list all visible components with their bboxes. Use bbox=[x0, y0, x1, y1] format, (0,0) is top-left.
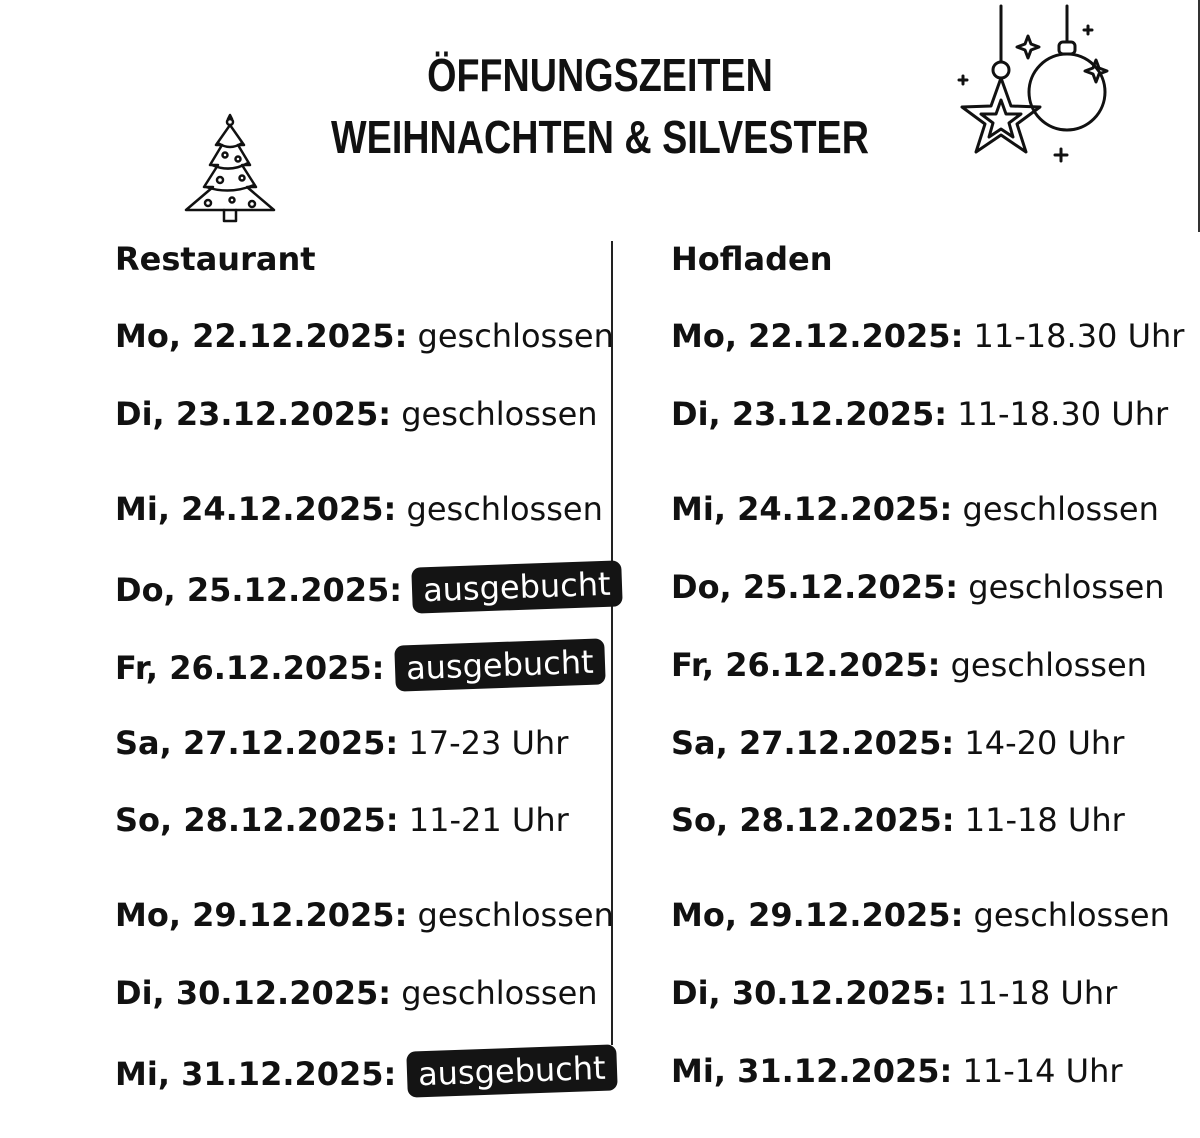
date-label: Do, 25.12.2025: bbox=[115, 571, 403, 609]
date-label: Do, 25.12.2025: bbox=[671, 568, 959, 606]
hofladen-row bbox=[671, 800, 1125, 840]
hours-value: 14-20 Uhr bbox=[964, 724, 1125, 762]
hours-value: geschlossen bbox=[417, 317, 614, 355]
date-label: Mo, 22.12.2025: bbox=[671, 317, 964, 355]
hours-value: 17-23 Uhr bbox=[408, 724, 569, 762]
date-label: Di, 23.12.2025: bbox=[671, 395, 948, 433]
hofladen-row bbox=[671, 645, 1147, 685]
page-title-line1: ÖFFNUNGSZEITEN bbox=[427, 49, 773, 101]
hofladen-row bbox=[671, 973, 1117, 1013]
restaurant-row bbox=[115, 564, 622, 613]
date-label: Sa, 27.12.2025: bbox=[671, 724, 955, 762]
ornaments-icon bbox=[948, 4, 1118, 174]
hours-value: 11-21 Uhr bbox=[408, 801, 569, 839]
date-label: Di, 30.12.2025: bbox=[115, 974, 392, 1012]
hours-value: 11-18.30 Uhr bbox=[957, 395, 1169, 433]
hours-value: geschlossen bbox=[401, 395, 598, 433]
date-label: Mi, 31.12.2025: bbox=[115, 1055, 397, 1093]
date-label: Mo, 22.12.2025: bbox=[115, 317, 408, 355]
hofladen-row bbox=[671, 895, 1170, 935]
date-label: So, 28.12.2025: bbox=[671, 801, 955, 839]
date-label: Di, 30.12.2025: bbox=[671, 974, 948, 1012]
restaurant-row bbox=[115, 1048, 616, 1097]
hours-value: 11-18 Uhr bbox=[964, 801, 1125, 839]
restaurant-heading: Restaurant bbox=[115, 240, 316, 278]
hours-value: 11-14 Uhr bbox=[962, 1052, 1123, 1090]
hours-value: geschlossen bbox=[406, 490, 603, 528]
restaurant-row bbox=[115, 895, 614, 935]
hofladen-row bbox=[671, 1051, 1123, 1091]
booked-badge: ausgebucht bbox=[394, 638, 605, 691]
hours-value: geschlossen bbox=[950, 646, 1147, 684]
hofladen-row bbox=[671, 316, 1184, 356]
date-label: Sa, 27.12.2025: bbox=[115, 724, 399, 762]
date-label: Fr, 26.12.2025: bbox=[671, 646, 941, 684]
booked-badge: ausgebucht bbox=[412, 560, 623, 613]
hours-value: geschlossen bbox=[973, 896, 1170, 934]
date-label: Di, 23.12.2025: bbox=[115, 395, 392, 433]
hours-value: 11-18 Uhr bbox=[957, 974, 1118, 1012]
hours-value: 11-18.30 Uhr bbox=[973, 317, 1185, 355]
restaurant-row bbox=[115, 973, 598, 1013]
date-label: Mo, 29.12.2025: bbox=[115, 896, 408, 934]
date-label: Mi, 24.12.2025: bbox=[671, 490, 953, 528]
hofladen-heading: Hofladen bbox=[671, 240, 833, 278]
hofladen-row bbox=[671, 489, 1159, 529]
page-title-line2: WEIHNACHTEN & SILVESTER bbox=[331, 111, 869, 163]
booked-badge: ausgebucht bbox=[406, 1044, 617, 1097]
hours-value: geschlossen bbox=[417, 896, 614, 934]
hours-value: geschlossen bbox=[401, 974, 598, 1012]
hours-value: geschlossen bbox=[962, 490, 1159, 528]
restaurant-row bbox=[115, 316, 614, 356]
hofladen-row bbox=[671, 394, 1168, 434]
date-label: So, 28.12.2025: bbox=[115, 801, 399, 839]
hofladen-row bbox=[671, 723, 1124, 763]
hofladen-row bbox=[671, 567, 1165, 607]
date-label: Mo, 29.12.2025: bbox=[671, 896, 964, 934]
date-label: Mi, 31.12.2025: bbox=[671, 1052, 953, 1090]
christmas-tree-icon bbox=[180, 115, 280, 225]
restaurant-row bbox=[115, 642, 604, 691]
date-label: Mi, 24.12.2025: bbox=[115, 490, 397, 528]
restaurant-row bbox=[115, 489, 603, 529]
restaurant-row bbox=[115, 800, 569, 840]
hours-value: geschlossen bbox=[968, 568, 1165, 606]
date-label: Fr, 26.12.2025: bbox=[115, 649, 385, 687]
restaurant-row bbox=[115, 394, 598, 434]
restaurant-row bbox=[115, 723, 568, 763]
